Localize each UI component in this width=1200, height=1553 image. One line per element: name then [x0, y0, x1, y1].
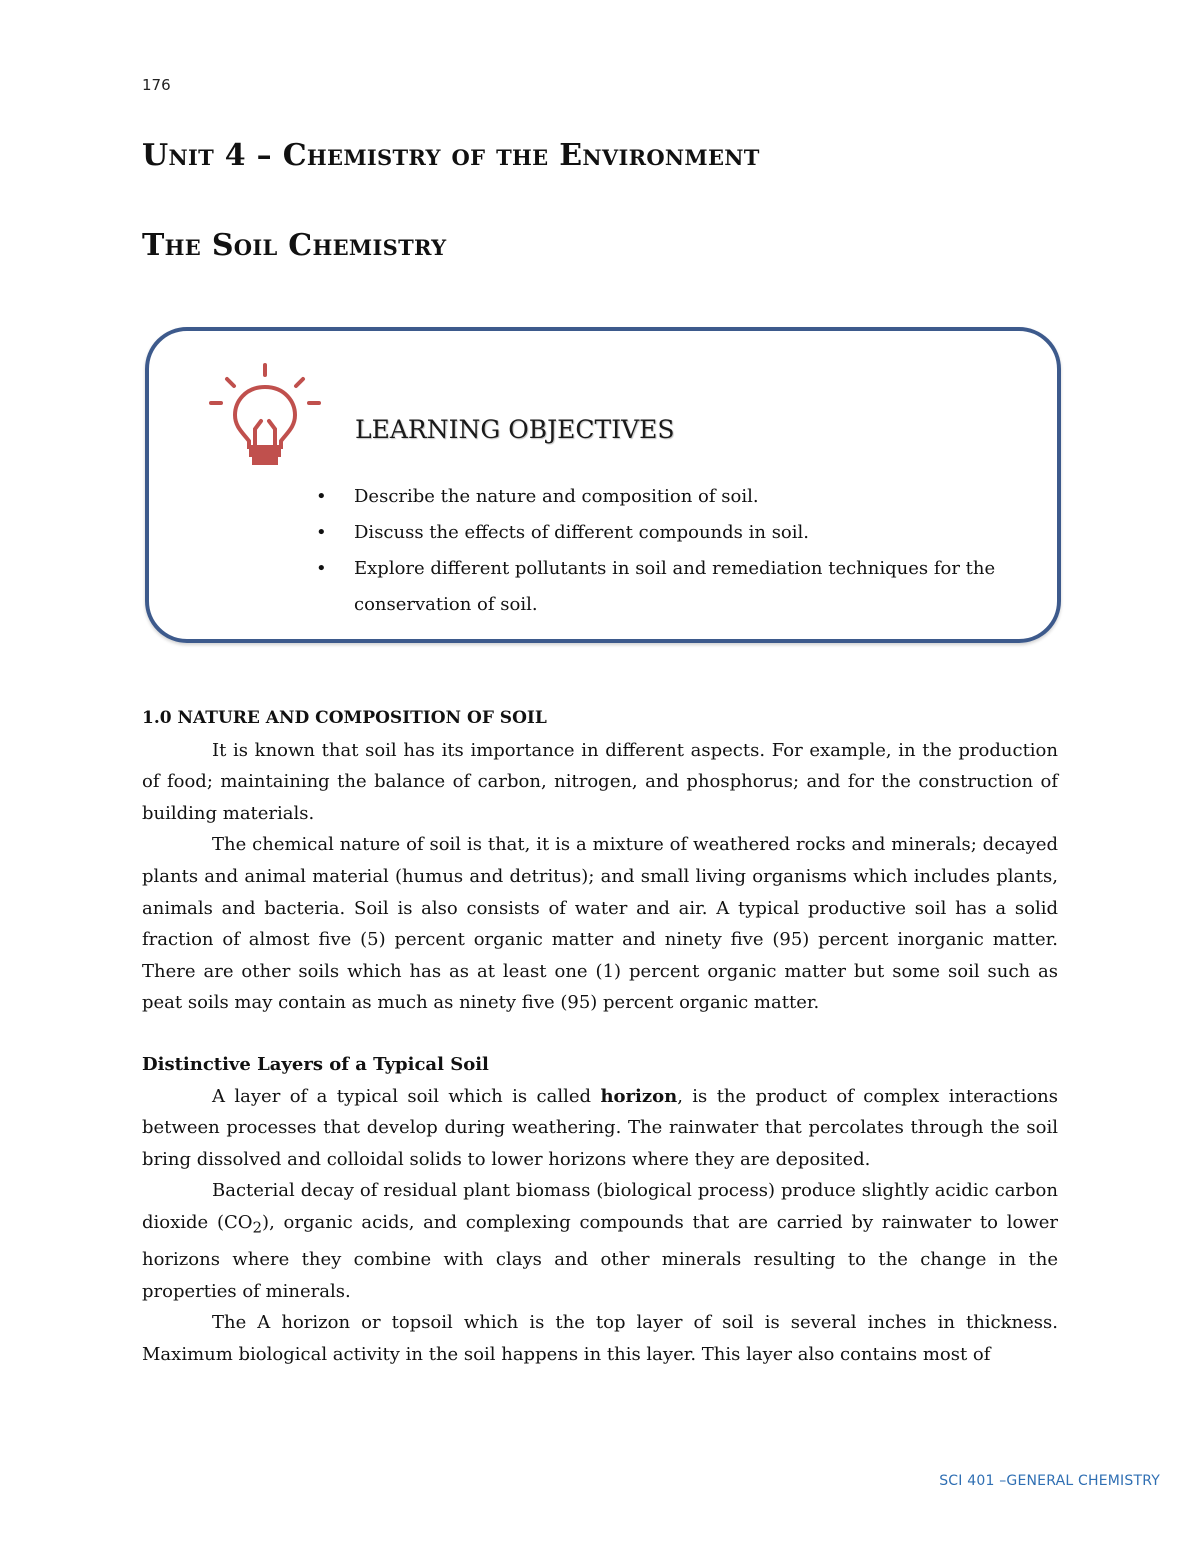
objectives-heading: LEARNING OBJECTIVES — [355, 415, 675, 444]
paragraph: The A horizon or topsoil which is the top layer of soil is several inches in thickness. Maximum biological activity in the soil happens in this layer. This layer also contains most of — [142, 1312, 1058, 1365]
bullet-icon: • — [316, 522, 327, 543]
text-span: , is the product of complex interactions between processes that develop during weathering. The rainwater that percolates through the soil bring dissolved and colloidal solids to lower horizons where they are deposited. — [142, 1085, 1059, 1170]
text-span: Bacterial decay of residual plant biomass (biological process) produce slightly acidic carbon dioxide (CO — [142, 1180, 1058, 1233]
section-heading: 1.0 NATURE AND COMPOSITION OF SOIL — [142, 708, 547, 728]
unit-title: Unit 4 – Chemistry of the Environment — [142, 138, 760, 173]
bullet-icon: • — [316, 486, 327, 507]
paragraph: It is known that soil has its importance in different aspects. For example, in the production of food; maintaining the balance of carbon, nitrogen, and phosphorus; and for the construction of building materials. — [142, 739, 1058, 824]
objective-item — [316, 551, 1046, 623]
main-content — [142, 703, 1058, 1370]
objective-text: Discuss the effects of different compounds in soil. — [354, 522, 810, 543]
course-footer: SCI 401 –GENERAL CHEMISTRY — [939, 1473, 1160, 1489]
objective-text: Describe the nature and composition of soil. — [354, 486, 759, 507]
paragraph: The chemical nature of soil is that, it is a mixture of weathered rocks and minerals; decayed plants and animal material (humus and detritus); and small living organisms which includes plants, animals and bacteria. Soil is also consists of water and air. A typical productive soil has a solid fraction of almost five (5) percent organic matter and ninety five (95) percent inorganic matter. There are other soils which has as at least one (1) percent organic matter but some soil such as peat soils may contain as much as ninety five (95) percent organic matter. — [142, 834, 1058, 1014]
objectives-list — [316, 479, 1046, 623]
text-span: A layer of a typical soil which is called — [212, 1085, 601, 1107]
subscript: 2 — [252, 1218, 263, 1237]
learning-objectives-box — [145, 327, 1061, 643]
term-horizon: horizon — [600, 1085, 678, 1107]
bullet-icon: • — [316, 558, 327, 579]
objective-item — [316, 515, 1046, 551]
page-number: 176 — [142, 76, 171, 94]
subsection-heading: Distinctive Layers of a Typical Soil — [142, 1053, 489, 1075]
topic-title: The Soil Chemistry — [142, 228, 447, 263]
paragraph — [142, 1081, 1058, 1176]
objective-text: Explore different pollutants in soil and remediation techniques for the conservation of soil. — [354, 558, 996, 615]
paragraph — [142, 1175, 1058, 1307]
lightbulb-icon — [205, 357, 325, 477]
objective-item — [316, 479, 1046, 515]
text-span: ), organic acids, and complexing compounds that are carried by rainwater to lower horizons where they combine with clays and other minerals resulting to the change in the properties of minerals. — [142, 1211, 1058, 1302]
